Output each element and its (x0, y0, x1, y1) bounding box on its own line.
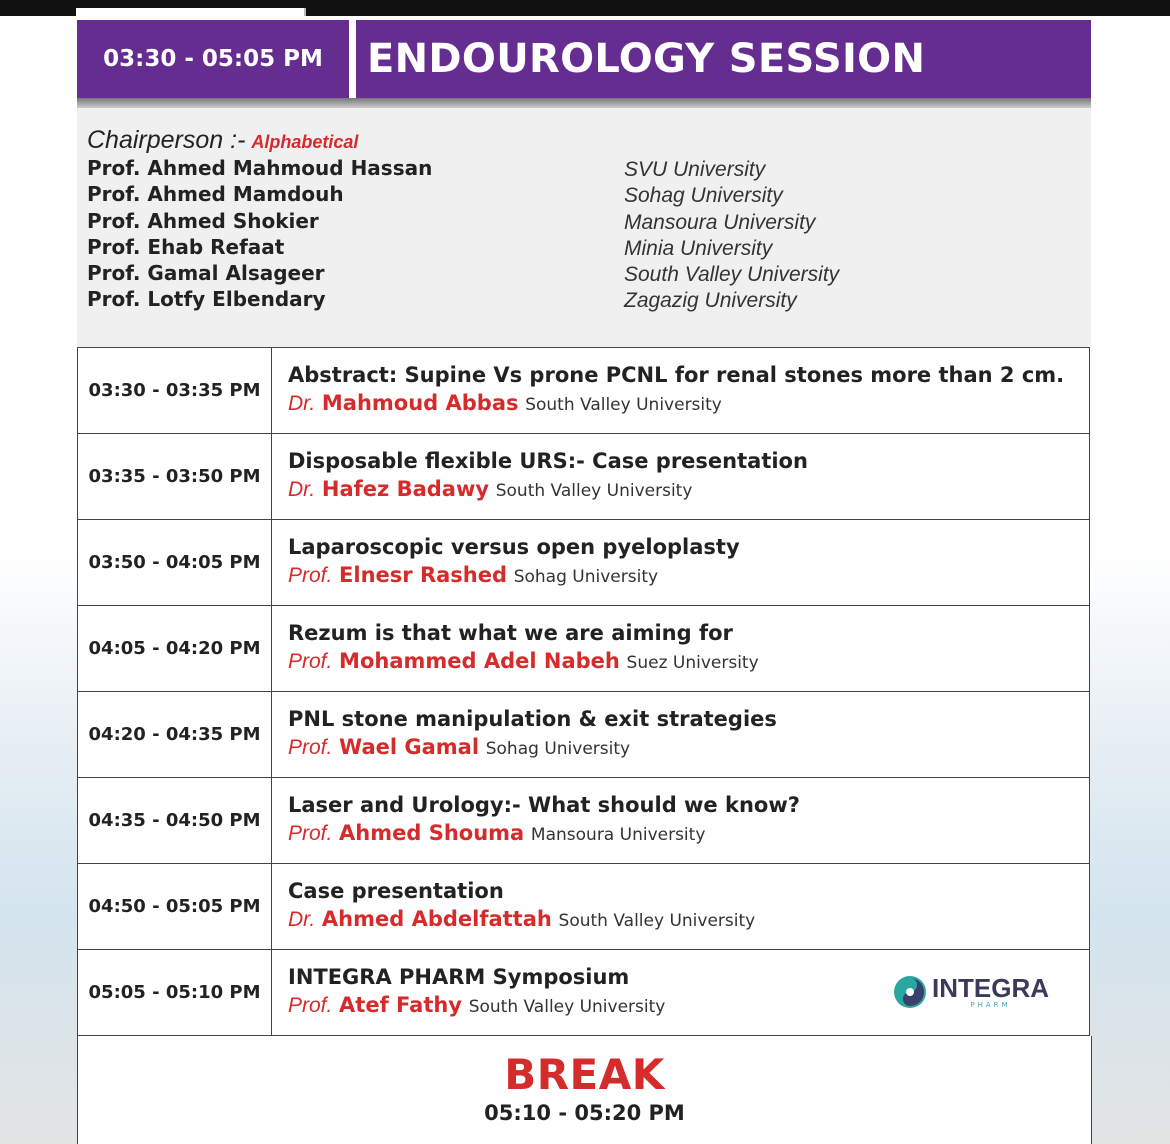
sponsor-sub: PHARM (970, 1001, 1011, 1009)
slot-time: 04:50 - 05:05 PM (78, 864, 272, 950)
schedule-row (78, 778, 1090, 864)
speaker-title: Dr. (288, 391, 316, 415)
speaker-title: Dr. (288, 907, 316, 931)
sponsor-logo (892, 974, 1049, 1010)
chair-member-university: Mansoura University (624, 210, 816, 234)
talk-title: INTEGRA PHARM Symposium (288, 964, 630, 989)
talk-title (288, 362, 1089, 389)
talk-title: Disposable flexible URS:- Case presentation (288, 448, 808, 473)
slot-topic (272, 606, 1090, 692)
slot-topic (272, 434, 1090, 520)
sponsor-name: INTEGRA (932, 973, 1049, 1003)
speaker-name: Wael Gamal (339, 734, 480, 759)
chair-member-name: Prof. Ahmed Mahmoud Hassan (87, 156, 433, 180)
slot-topic (272, 692, 1090, 778)
speaker-title: Prof. (288, 649, 333, 673)
chair-member-university: South Valley University (624, 263, 840, 287)
speaker-title: Prof. (288, 821, 333, 845)
speaker-university: Suez University (626, 652, 759, 673)
speaker-university: Mansoura University (530, 824, 706, 845)
speaker-university: South Valley University (525, 394, 722, 415)
speaker-university: Sohag University (513, 566, 659, 587)
talk-title: PNL stone manipulation & exit strategies (288, 706, 777, 731)
speaker-title: Dr. (288, 477, 316, 501)
slot-time: 03:50 - 04:05 PM (78, 520, 272, 606)
speaker-name: Mahmoud Abbas (321, 390, 519, 415)
chairperson-label: Chairperson :- (87, 126, 246, 154)
chair-member (87, 287, 987, 313)
chair-member (87, 156, 987, 182)
session-time: 03:30 - 05:05 PM (103, 46, 323, 72)
speaker-name: Atef Fathy (339, 992, 462, 1017)
talk-title: Case presentation (288, 878, 504, 903)
chair-member-university: Sohag University (624, 184, 783, 208)
slot-time: 03:35 - 03:50 PM (78, 434, 272, 520)
chair-member (87, 209, 987, 235)
chair-member-university: Zagazig University (624, 289, 797, 313)
chairperson-panel (77, 108, 1091, 348)
chairperson-heading (87, 126, 358, 155)
speaker-university: South Valley University (468, 996, 666, 1017)
talk-prefix: Abstract: (288, 362, 398, 387)
chair-member-name: Prof. Ahmed Shokier (87, 208, 319, 233)
chairperson-note: Alphabetical (251, 132, 359, 152)
speaker-line (288, 475, 1089, 506)
speaker-line (288, 819, 1089, 850)
schedule-row (78, 864, 1090, 950)
chair-member-name: Prof. Ahmed Mamdouh (87, 182, 344, 207)
speaker-title: Prof. (288, 993, 333, 1017)
speaker-title: Prof. (288, 735, 333, 759)
speaker-university: South Valley University (495, 480, 693, 501)
break-label: BREAK (504, 1050, 665, 1099)
slot-topic (272, 778, 1090, 864)
speaker-name: Elnesr Rashed (339, 562, 508, 587)
chair-member (87, 261, 987, 287)
speaker-name: Mohammed Adel Nabeh (339, 648, 620, 673)
talk-title: Laparoscopic versus open pyeloplasty (288, 534, 740, 559)
talk-title: Laser and Urology:- What should we know? (288, 792, 800, 817)
break-time: 05:10 - 05:20 PM (484, 1101, 685, 1125)
chair-member (87, 182, 987, 208)
slot-time: 05:05 - 05:10 PM (78, 950, 272, 1036)
speaker-name: Hafez Badawy (321, 476, 490, 501)
speaker-university: Sohag University (485, 738, 631, 759)
slot-topic (272, 520, 1090, 606)
header-divider (349, 20, 356, 98)
talk-title-text: Supine Vs prone PCNL for renal stones more than 2 cm. (404, 362, 1065, 387)
chairperson-list (87, 156, 987, 314)
slot-topic (272, 950, 1090, 1036)
chair-member-name: Prof. Ehab Refaat (87, 234, 285, 259)
integra-logo-icon (892, 974, 928, 1010)
break-block (77, 1036, 1092, 1144)
schedule-row (78, 348, 1090, 434)
chair-member-university: Minia University (624, 236, 773, 260)
chair-member-university: SVU University (624, 158, 766, 181)
header-shadow (77, 98, 1091, 108)
schedule-row (78, 950, 1090, 1036)
chair-member (87, 235, 987, 261)
slot-topic (272, 864, 1090, 950)
schedule-table (77, 347, 1090, 1036)
speaker-university: South Valley University (558, 910, 756, 931)
schedule-row (78, 434, 1090, 520)
schedule-row (78, 606, 1090, 692)
speaker-line (288, 389, 1089, 420)
chair-member-name: Prof. Lotfy Elbendary (87, 287, 326, 312)
speaker-title: Prof. (288, 563, 333, 587)
session-title: ENDOUROLOGY SESSION (367, 36, 926, 82)
speaker-line (288, 561, 1089, 592)
schedule-row (78, 692, 1090, 778)
slot-time: 04:20 - 04:35 PM (78, 692, 272, 778)
talk-title: Rezum is that what we are aiming for (288, 620, 733, 645)
speaker-line (288, 733, 1089, 764)
speaker-line (288, 905, 1089, 936)
session-header (77, 20, 1091, 98)
slot-time: 03:30 - 03:35 PM (78, 348, 272, 434)
slot-topic (272, 348, 1090, 434)
slot-time: 04:35 - 04:50 PM (78, 778, 272, 864)
speaker-name: Ahmed Shouma (339, 820, 525, 845)
schedule-row (78, 520, 1090, 606)
slot-time: 04:05 - 04:20 PM (78, 606, 272, 692)
chair-member-name: Prof. Gamal Alsageer (87, 261, 325, 286)
speaker-line (288, 647, 1089, 678)
speaker-name: Ahmed Abdelfattah (321, 906, 552, 931)
